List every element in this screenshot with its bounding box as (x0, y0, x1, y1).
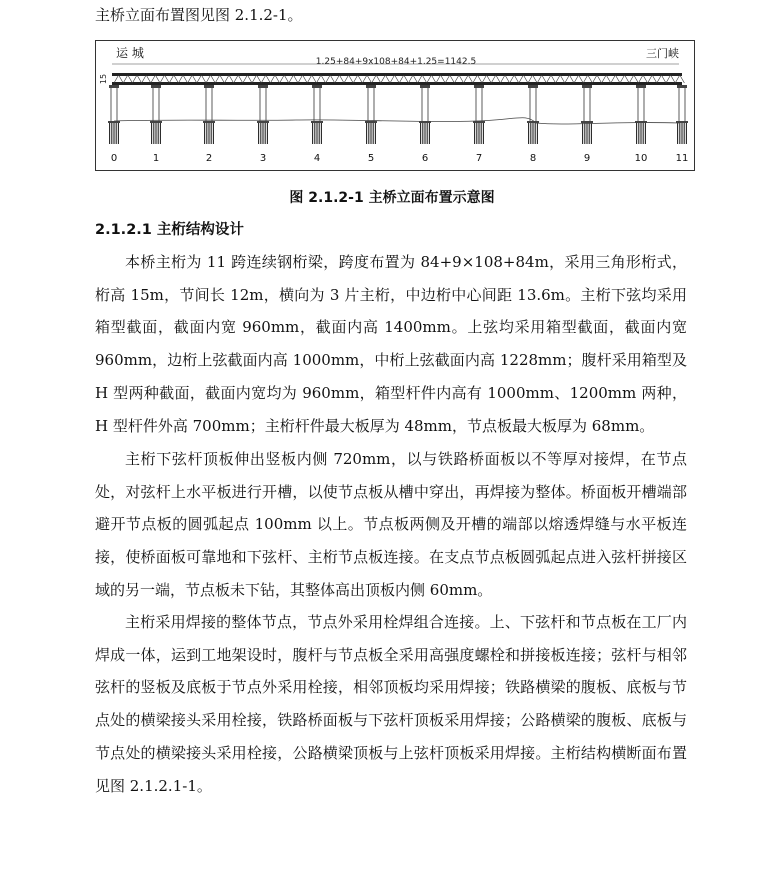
intro-line: 主桥立面布置图见图 2.1.2-1。 (95, 6, 303, 24)
pier-label-0: 0 (110, 153, 118, 164)
pier-11 (676, 85, 688, 144)
span-formula-label: 1.25+84+9x108+84+1.25=1142.5 (315, 57, 477, 67)
bridge-elevation-figure (95, 40, 695, 171)
pier-3 (257, 85, 269, 144)
piers (108, 85, 688, 144)
pier-label-2: 2 (205, 153, 213, 164)
pier-5 (365, 85, 377, 144)
paragraph-joints: 主桁采用焊接的整体节点，节点外采用栓焊组合连接。上、下弦杆和节点板在工厂内焊成一体，运到工地架设时，腹杆与节点板全采用高强度螺栓和拼接板连接；弦杆与相邻弦杆的竖板及底板于节点外采用栓接，相邻顶板均采用焊接；铁路横梁的腹板、底板与节点处的横梁接头采用栓接，铁路桥面板与下弦杆顶板采用焊接；公路横梁的腹板、底板与节点处的横梁接头采用栓接，公路横梁顶板与上弦杆顶板采用焊接。主桁结构横断面布置见图 2.1.2.1-1。 (95, 613, 687, 795)
pier-10 (635, 85, 647, 144)
pier-2 (203, 85, 215, 144)
pier-label-4: 4 (313, 153, 321, 164)
pier-label-9: 9 (583, 153, 591, 164)
pier-9 (581, 85, 593, 144)
left-end-label: 运 城 (116, 46, 144, 60)
bottom-chord (112, 82, 682, 85)
pier-label-7: 7 (475, 153, 483, 164)
figure-caption: 图 2.1.2-1 主桥立面布置示意图 (289, 190, 495, 206)
pier-label-10: 10 (634, 153, 648, 164)
truss-girder (112, 73, 684, 85)
pier-label-11: 11 (675, 153, 689, 164)
pier-0 (108, 85, 120, 144)
pier-7 (473, 85, 485, 144)
pier-number-labels (111, 153, 689, 164)
paragraph-main-truss: 本桥主桁为 11 跨连续钢桁梁，跨度布置为 84+9×108+84m，采用三角形桁式，桁高 15m，节间长 12m，横向为 3 片主桁，中边桁中心间距 13.6m。主桁下弦均采用箱型截面，截面内宽 960mm，截面内高 1400mm。上弦均采用箱型截面，截面内宽 960mm，边桁上弦截面内高 1000mm，中桁上弦截面内高 1228mm；腹杆采用箱型及 H 型两种截面，截面内宽均为 960mm，箱型杆件内高有 1000mm、1200mm 两种，H 型杆件外高 700mm；主桁杆件最大板厚为 48mm，节点板最大板厚为 68mm。 (95, 253, 687, 435)
paragraph-lower-chord: 主桁下弦杆顶板伸出竖板内侧 720mm，以与铁路桥面板以不等厚对接焊，在节点处，对弦杆上水平板进行开槽，以使节点板从槽中穿出，再焊接为整体。桥面板开槽端部避开节点板的圆弧起点 100mm 以上。节点板两侧及开槽的端部以熔透焊缝与水平板连接，使桥面板可靠地和下弦杆、主桁节点板连接。在支点节点板圆弧起点进入弦杆拼接区域的另一端，节点板未下钻，其整体高出顶板内侧 60mm。 (95, 450, 687, 599)
truss-web (114, 75, 684, 83)
ground-line (114, 118, 679, 124)
pier-4 (311, 85, 323, 144)
pier-1 (150, 85, 162, 144)
truss-height-label: 15 (99, 73, 108, 85)
pier-8 (527, 85, 539, 144)
pier-label-1: 1 (152, 153, 160, 164)
bridge-elevation-drawing (96, 41, 695, 171)
pier-label-3: 3 (259, 153, 267, 164)
pier-6 (419, 85, 431, 144)
right-end-label: 三门峡 (646, 47, 679, 60)
section-title: 2.1.2.1 主桁结构设计 (95, 222, 244, 238)
pier-label-5: 5 (367, 153, 375, 164)
pier-label-6: 6 (421, 153, 429, 164)
pier-label-8: 8 (529, 153, 537, 164)
